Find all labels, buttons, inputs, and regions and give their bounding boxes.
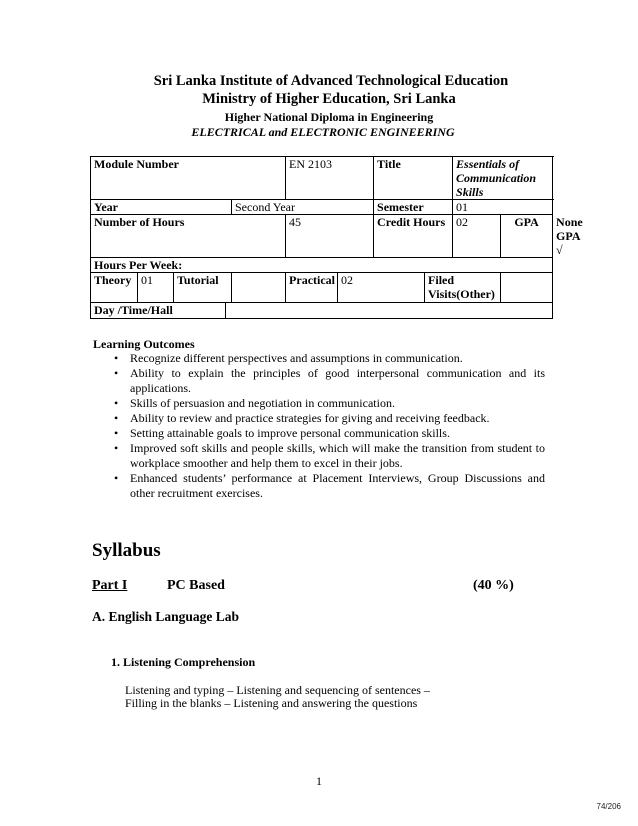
year-value: Second Year: [232, 200, 374, 215]
semester-value: 01: [453, 200, 553, 215]
gpa-label: GPA: [501, 215, 553, 258]
list-item: • Setting attainable goals to improve personal communication skills.: [93, 426, 545, 441]
list-item: • Ability to review and practice strategies for giving and receiving feedback.: [93, 411, 545, 426]
module-number-label: Module Number: [91, 157, 286, 200]
hours-label: Number of Hours: [91, 215, 286, 258]
year-label: Year: [91, 200, 232, 215]
department-name: ELECTRICAL and ELECTRONIC ENGINEERING: [191, 125, 455, 139]
tutorial-value: [232, 273, 286, 303]
page-number: 1: [316, 774, 322, 788]
credit-hours-value: 02: [453, 215, 501, 258]
body-line: Filling in the blanks – Listening and answering the questions: [125, 696, 418, 710]
filed-visits-label: Filed Visits(Other): [425, 273, 501, 303]
title-value: Essentials of Communication Skills: [453, 157, 553, 200]
ministry-name: Ministry of Higher Education, Sri Lanka: [202, 91, 456, 107]
part-label: Part I: [92, 578, 128, 593]
learning-outcomes-list: [93, 351, 545, 501]
theory-value: 01: [138, 273, 174, 303]
hours-per-week-label: Hours Per Week:: [91, 258, 553, 273]
list-item: • Recognize different perspectives and assumptions in communication.: [93, 351, 545, 366]
filed-visits-value: [501, 273, 553, 303]
tutorial-label: Tutorial: [174, 273, 232, 303]
list-item: • Skills of persuasion and negotiation in communication.: [93, 396, 545, 411]
diploma-name: Higher National Diploma in Engineering: [224, 110, 434, 124]
title-label: Title: [374, 157, 453, 200]
list-item: • Improved soft skills and people skills, which will make the transition from student to workplace smoother and help them to excel in their jobs.: [93, 441, 545, 471]
hours-value: 45: [286, 215, 374, 258]
day-time-hall-label: Day /Time/Hall: [91, 303, 226, 319]
section-heading: A. English Language Lab: [92, 609, 240, 624]
theory-label: Theory: [91, 273, 138, 303]
practical-label: Practical: [286, 273, 338, 303]
page-counter: 74/206: [596, 802, 621, 811]
module-number-value: EN 2103: [286, 157, 374, 200]
part-title: PC Based: [167, 578, 225, 593]
semester-label: Semester: [374, 200, 453, 215]
subsection-body: [125, 684, 430, 710]
day-time-hall-value: [226, 303, 553, 319]
practical-value: 02: [338, 273, 425, 303]
list-item: • Ability to explain the principles of good interpersonal communication and its applications.: [93, 366, 545, 396]
list-item: • Enhanced students’ performance at Placement Interviews, Group Discussions and other recruitment exercises.: [93, 471, 545, 501]
syllabus-heading: Syllabus: [92, 540, 161, 561]
part-weight: (40 %): [473, 578, 514, 593]
body-line: Listening and typing – Listening and sequencing of sentences –: [125, 683, 430, 697]
subsection-heading: 1. Listening Comprehension: [111, 655, 256, 669]
credit-hours-label: Credit Hours: [374, 215, 453, 258]
module-info-table: Module Number EN 2103 Title Essentials of Communication Skills Year Second Year Semester 01 Number of Hours 45 Credit Hours 02 GPA None GPA √ Hours Per Week: Theory 01 Tutorial Practical 02 Filed Visits(Other) Day /Time/Hall: [90, 156, 553, 319]
learning-outcomes-title: Learning Outcomes: [93, 337, 195, 351]
institute-name: Sri Lanka Institute of Advanced Technological Education: [153, 73, 509, 89]
